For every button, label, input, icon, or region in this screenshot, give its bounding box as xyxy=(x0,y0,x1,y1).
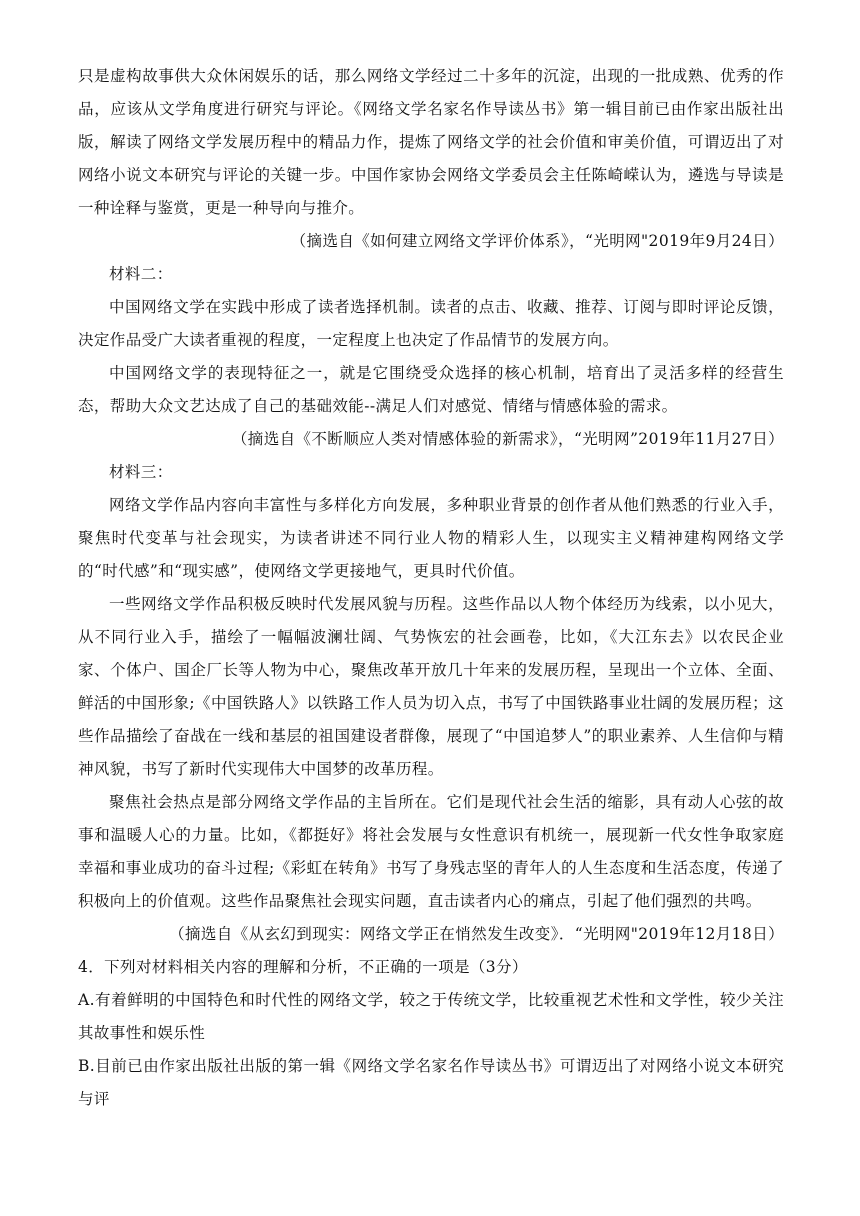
material1-source: （摘选自《如何建立网络文学评价体系》，“光明网"2019年9月24日） xyxy=(290,232,784,250)
document-page xyxy=(78,60,784,1116)
material1-paragraph: 只是虚构故事供大众休闲娱乐的话，那么网络文学经过二十多年的沉淀，出现的一批成熟、优秀的作品，应该从文学角度进行研究与评论。《网络文学名家名作导读丛书》第一辑目前已由作家出版社出版，解读了网络文学发展历程中的精品力作，提炼了网络文学的社会价值和审美价值，可谓迈出了对网络小说文本研究与评论的关键一步。中国作家协会网络文学委员会主任陈崎嵘认为，遴选与导读是一种诠释与鉴赏，更是一种导向与推介。 xyxy=(78,67,784,217)
material2-paragraph: 中国网络文学在实践中形成了读者选择机制。读者的点击、收藏、推荐、订阅与即时评论反馈，决定作品受广大读者重视的程度，一定程度上也决定了作品情节的发展方向。 xyxy=(78,298,784,349)
material3-paragraph: 网络文学作品内容向丰富性与多样化方向发展，多种职业背景的创作者从他们熟悉的行业入手，聚焦时代变革与社会现实，为读者讲述不同行业人物的精彩人生，以现实主义精神建构网络文学的“时代感”和“现实感”，使网络文学更接地气，更具时代价值。 xyxy=(78,496,784,580)
material3-source: （摘选自《从玄幻到现实：网络文学正在悄然发生改变》．“光明网"2019年12月18日） xyxy=(169,925,784,943)
material2-heading: 材料二： xyxy=(109,265,173,283)
question-4-option-b: B.目前已由作家出版社出版的第一辑《网络文学名家名作导读丛书》可谓迈出了对网络小说文本研究与评 xyxy=(78,1057,784,1108)
question-4-option-a: A.有着鲜明的中国特色和时代性的网络文学，较之于传统文学，比较重视艺术性和文学性，较少关注其故事性和娱乐性 xyxy=(78,991,784,1042)
question-4-stem: 4．下列对材料相关内容的理解和分析，不正确的一项是（3分） xyxy=(78,958,528,976)
material2-source: （摘选自《不断顺应人类对情感体验的新需求》，“光明网”2019年11月27日） xyxy=(231,430,784,448)
material3-paragraph: 聚焦社会热点是部分网络文学作品的主旨所在。它们是现代社会生活的缩影，具有动人心弦的故事和温暖人心的力量。比如，《都挺好》将社会发展与女性意识有机统一，展现新一代女性争取家庭幸福和事业成功的奋斗过程;《彩虹在转角》书写了身残志坚的青年人的人生态度和生活态度，传递了积极向上的价值观。这些作品聚焦社会现实问题，直击读者内心的痛点，引起了他们强烈的共鸣。 xyxy=(78,793,784,910)
material3-heading: 材料三： xyxy=(109,463,173,481)
material3-paragraph: 一些网络文学作品积极反映时代发展风貌与历程。这些作品以人物个体经历为线索，以小见大，从不同行业入手，描绘了一幅幅波澜壮阔、气势恢宏的社会画卷，比如，《大江东去》以农民企业家、个体户、国企厂长等人物为中心，聚焦改革开放几十年来的发展历程，呈现出一个立体、全面、鲜活的中国形象;《中国铁路人》以铁路工作人员为切入点，书写了中国铁路事业壮阔的发展历程；这些作品描绘了奋战在一线和基层的祖国建设者群像，展现了“中国追梦人”的职业素养、人生信仰与精神风貌，书写了新时代实现伟大中国梦的改革历程。 xyxy=(78,595,784,778)
material2-paragraph: 中国网络文学的表现特征之一，就是它围绕受众选择的核心机制，培育出了灵活多样的经营生态，帮助大众文艺达成了自己的基础效能--满足人们对感觉、情绪与情感体验的需求。 xyxy=(78,364,784,415)
